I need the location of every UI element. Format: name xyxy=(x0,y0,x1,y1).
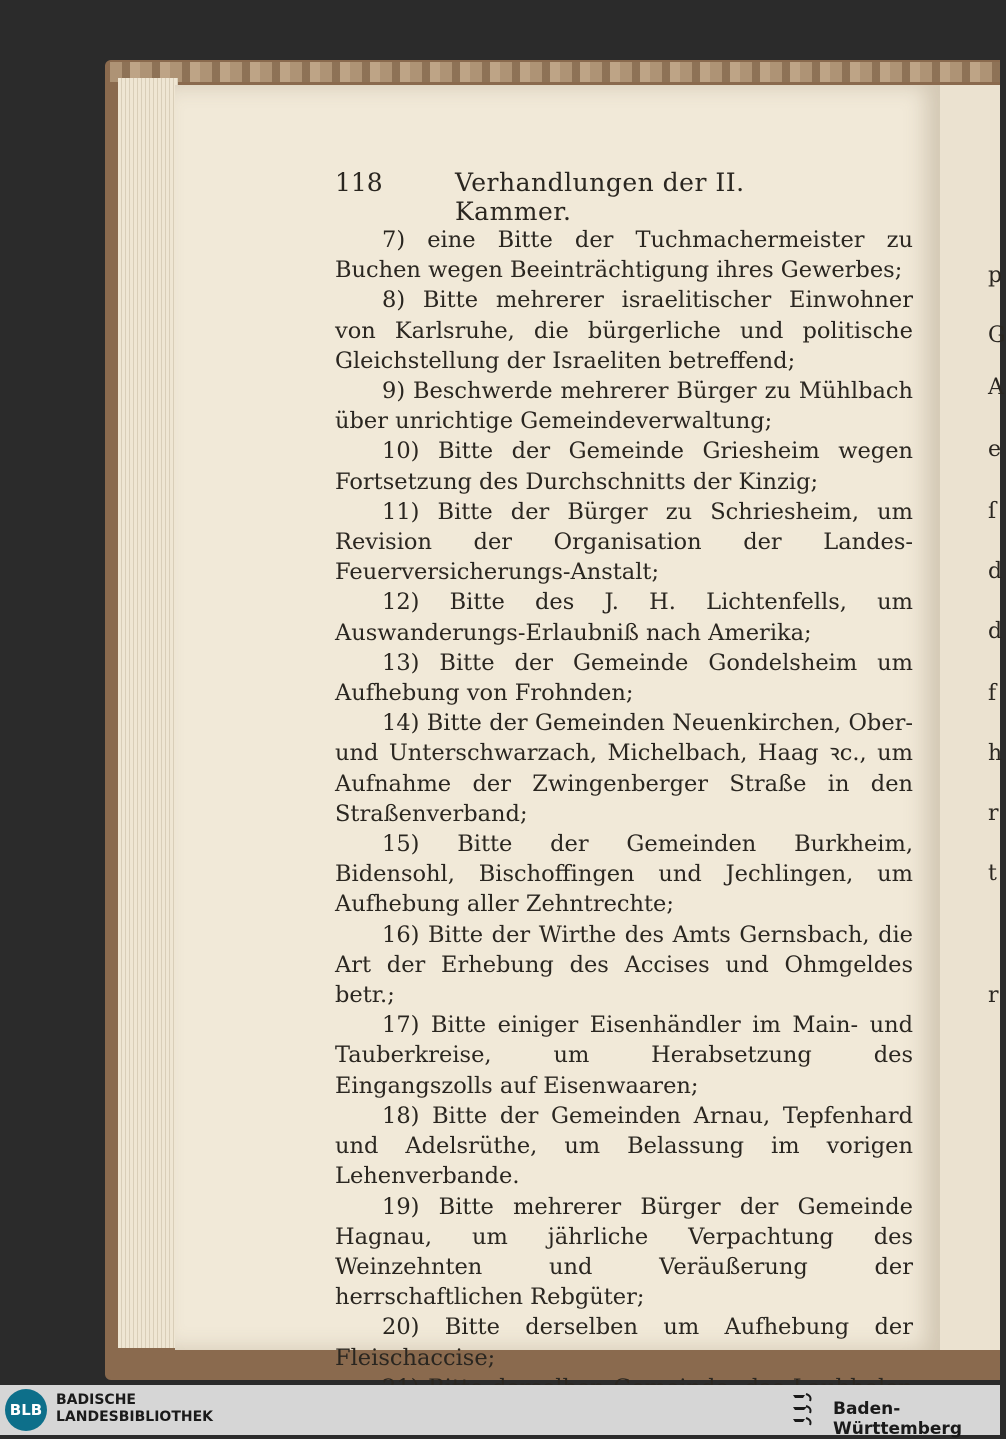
facing-page-fragment: r xyxy=(988,983,999,1008)
list-item: 14) Bitte der Gemeinden Neuenkirchen, Ober- und Unterschwarzach, Michelbach, Haag ꝛc., um Aufnahme der Zwingenberger Straße in den Straßenverband; xyxy=(335,710,913,827)
running-title: Verhandlungen der II. Kammer. xyxy=(455,168,745,226)
list-item: 8) Bitte mehrerer israelitischer Einwohner von Karlsruhe, die bürgerliche und politische Gleichstellung der Israeliten betreffend; xyxy=(335,287,913,374)
list-item: 16) Bitte der Wirthe des Amts Gernsbach, die Art der Erhebung des Accises und Ohmgeldes betr.; xyxy=(335,921,913,1009)
list-item: 18) Bitte der Gemeinden Arnau, Tepfenhard und Adelsrüthe, um Belassung im vorigen Lehenverbande. xyxy=(335,1102,913,1190)
list-item: 11) Bitte der Bürger zu Schriesheim, um Revision der Organisation der Landes-Feuerversicherungs-Anstalt; xyxy=(335,498,913,586)
facing-page-fragment: G xyxy=(988,323,1006,348)
list-item: 12) Bitte des J. H. Lichtenfells, um Auswanderungs-Erlaubniß nach Amerika; xyxy=(335,589,913,646)
list-item: 13) Bitte der Gemeinde Gondelsheim um Aufhebung von Frohnden; xyxy=(335,649,913,707)
list-item: 9) Beschwerde mehrerer Bürger zu Mühlbach über unrichtige Gemeindeverwaltung; xyxy=(335,378,913,435)
page-stack-edges xyxy=(118,78,178,1348)
library-name-line: LANDESBIBLIOTHEK xyxy=(56,1409,214,1425)
viewer-footer xyxy=(0,1385,1000,1439)
facing-page-fragment: ſ xyxy=(988,499,997,524)
facing-page-fragment: f xyxy=(988,681,997,706)
library-name[interactable] xyxy=(56,1392,213,1426)
facing-page-fragment: A xyxy=(988,375,1004,400)
page-header xyxy=(335,168,815,226)
facing-page-fragment: e xyxy=(988,437,1002,462)
page-number: 118 xyxy=(335,168,383,197)
list-item: 7) eine Bitte der Tuchmachermeister zu Buchen wegen Beeinträchtigung ihres Gewerbes; xyxy=(335,227,913,284)
library-name-line: BADISCHE xyxy=(56,1392,136,1408)
page-body xyxy=(335,225,913,1433)
facing-page-edge xyxy=(940,85,1006,1350)
state-name[interactable]: Baden-Württemberg xyxy=(833,1399,962,1439)
list-item: 20) Bitte derselben um Aufhebung der Fleischaccise; xyxy=(335,1314,913,1371)
list-item: 15) Bitte der Gemeinden Burkheim, Bidensohl, Bischoffingen und Jechlingen, um Aufhebung aller Zehntrechte; xyxy=(335,831,913,918)
list-item: 19) Bitte mehrerer Bürger der Gemeinde Hagnau, um jährliche Verpachtung des Weinzehnten und Veräußerung der herrschaftlichen Rebgüter; xyxy=(335,1193,913,1311)
facing-page-fragment: d xyxy=(988,559,1003,584)
facing-page-fragment: t xyxy=(988,861,997,886)
list-item: 17) Bitte einiger Eisenhändler im Main- und Tauberkreise, um Herabsetzung des Eingangszolls auf Eisenwaaren; xyxy=(335,1012,913,1099)
facing-page-fragment: h xyxy=(988,741,1003,766)
list-item: 10) Bitte der Gemeinde Griesheim wegen Fortsetzung des Durchschnitts der Kinzig; xyxy=(335,438,913,495)
facing-page-fragment: d xyxy=(988,619,1003,644)
facing-page-fragment: p xyxy=(988,263,1003,288)
marbled-edge xyxy=(110,62,1000,82)
library-logo[interactable]: BLB xyxy=(5,1389,47,1431)
three-lions-emblem-icon xyxy=(790,1391,824,1429)
facing-page-fragment: r xyxy=(988,801,999,826)
